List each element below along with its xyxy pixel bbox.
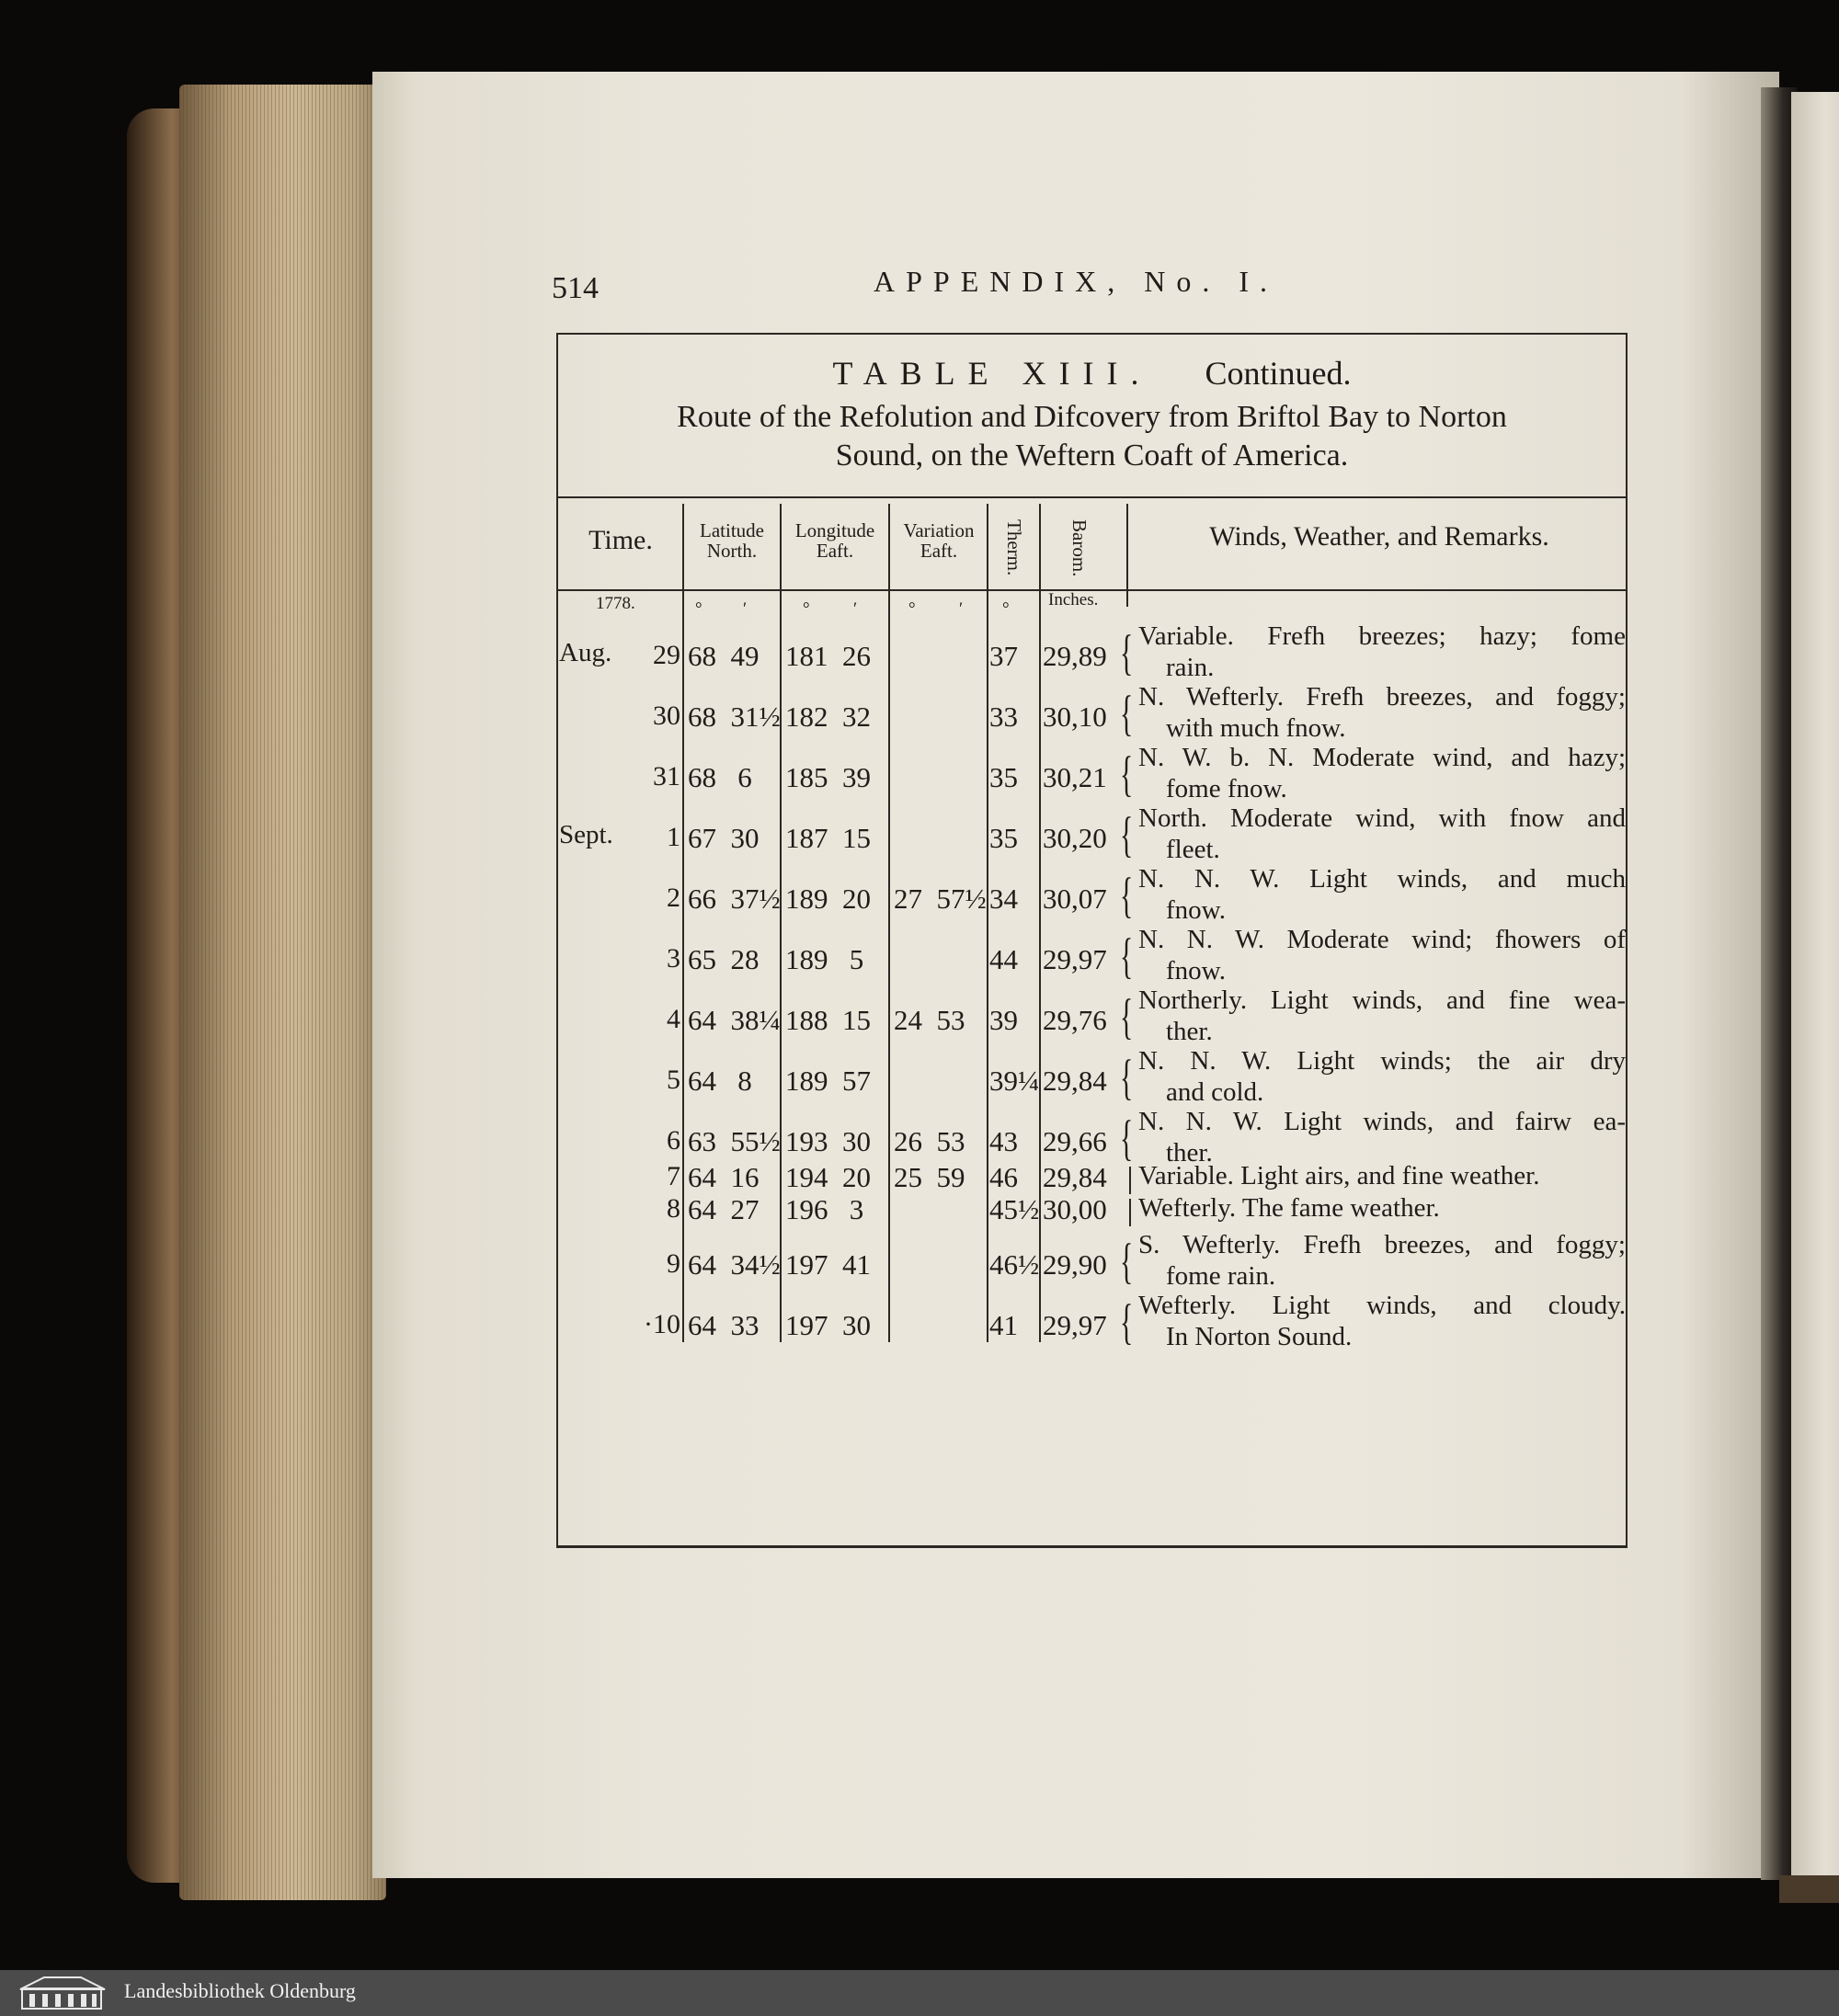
row-latitude: 63 55½ xyxy=(688,1125,781,1157)
col-sep-time xyxy=(682,504,684,1342)
row-latitude: 68 6 xyxy=(688,761,752,793)
row-barom: 29,84 xyxy=(1043,1161,1107,1193)
facing-page-edge xyxy=(1779,1875,1839,1903)
row-barom: 30,10 xyxy=(1043,700,1107,733)
row-day: 30 xyxy=(653,700,680,731)
row-barom: 29,66 xyxy=(1043,1125,1107,1157)
col-header-variation-l2: Eaft. xyxy=(920,540,958,563)
row-barom: 29,97 xyxy=(1043,943,1107,975)
row-therm: 46½ xyxy=(989,1248,1040,1281)
row-brace: { xyxy=(1120,989,1134,1044)
row-remark-line1: Northerly. Light winds, and fine wea- xyxy=(1138,985,1626,1015)
row-day: 5 xyxy=(667,1065,680,1095)
row-remark-line2: fleet. xyxy=(1166,835,1220,864)
table-title xyxy=(556,354,1628,393)
row-barom: 30,07 xyxy=(1043,883,1107,915)
row-brace: { xyxy=(1120,686,1134,741)
row-longitude: 187 15 xyxy=(785,822,871,854)
row-therm: 46 xyxy=(989,1161,1018,1193)
row-longitude: 181 26 xyxy=(785,640,871,672)
running-head-title: APPENDIX, No. I. xyxy=(874,265,1278,298)
row-remark-line1: N. N. W. Moderate wind; fhowers of xyxy=(1138,925,1626,954)
row-bar xyxy=(1129,1199,1131,1226)
col-sep-var xyxy=(987,504,988,1342)
row-remark: Variable. Light airs, and fine weather. xyxy=(1138,1161,1540,1190)
row-longitude: 185 39 xyxy=(785,761,871,793)
row-latitude: 64 8 xyxy=(688,1065,752,1097)
col-header-latitude-l2: North. xyxy=(706,540,758,563)
row-therm: 35 xyxy=(989,822,1018,854)
row-longitude: 194 20 xyxy=(785,1161,871,1193)
row-month: Aug. xyxy=(559,638,612,667)
row-barom: 29,84 xyxy=(1043,1065,1107,1097)
row-barom: 30,20 xyxy=(1043,822,1107,854)
table-continued: Continued. xyxy=(1205,355,1352,392)
row-therm: 44 xyxy=(989,943,1018,975)
row-longitude: 189 57 xyxy=(785,1065,871,1097)
row-latitude: 64 34½ xyxy=(688,1248,781,1281)
row-therm: 39¼ xyxy=(989,1065,1040,1097)
row-brace: { xyxy=(1120,1050,1134,1105)
row-remark-line2: ther. xyxy=(1166,1017,1213,1046)
frame-top xyxy=(556,333,1628,335)
row-longitude: 197 41 xyxy=(785,1248,871,1281)
col-sep-therm xyxy=(1039,504,1041,1342)
row-brace: { xyxy=(1120,868,1134,923)
col-header-latitude xyxy=(688,520,776,561)
row-remark-line1: Wefterly. Light winds, and cloudy. xyxy=(1138,1291,1626,1320)
unit-year: 1778. xyxy=(596,594,635,613)
page-edges xyxy=(179,85,386,1900)
table-caption-line1: Route of the Refolution and Difcovery from Briftol Bay to Norton xyxy=(677,400,1507,434)
row-remark-line1: N. N. W. Light winds, and much xyxy=(1138,864,1626,894)
row-remark-line2: ther. xyxy=(1166,1138,1213,1167)
row-remark-line1: N. N. W. Light winds, and fairw ea- xyxy=(1138,1107,1626,1136)
row-day: 9 xyxy=(667,1248,680,1279)
table-label: TABLE XIII. xyxy=(832,355,1152,392)
row-therm: 35 xyxy=(989,761,1018,793)
row-remark-line2: rain. xyxy=(1166,653,1215,682)
unit-var-min: ′ xyxy=(959,599,964,619)
row-variation: 24 53 xyxy=(894,1004,965,1036)
row-day: 1 xyxy=(667,822,680,852)
row-longitude: 189 20 xyxy=(785,883,871,915)
row-latitude: 64 16 xyxy=(688,1161,760,1193)
row-remark-line1: N. Wefterly. Frefh breezes, and foggy; xyxy=(1138,682,1626,712)
row-remark-line1: N. N. W. Light winds; the air dry xyxy=(1138,1046,1626,1076)
col-header-longitude-l1: Longitude xyxy=(794,519,875,541)
row-remark-line2: fome rain. xyxy=(1166,1261,1276,1291)
col-header-variation-l1: Variation xyxy=(903,519,975,541)
col-header-longitude xyxy=(783,520,886,561)
caption-rule xyxy=(556,496,1628,498)
table-caption-line2: Sound, on the Weftern Coaft of America. xyxy=(835,439,1349,473)
row-brace: { xyxy=(1120,1111,1134,1166)
row-remark: Wefterly. The fame weather. xyxy=(1138,1193,1440,1223)
row-latitude: 65 28 xyxy=(688,943,760,975)
col-header-time: Time. xyxy=(588,525,653,555)
col-header-remarks: Winds, Weather, and Remarks. xyxy=(1209,521,1549,552)
unit-lat-deg: ° xyxy=(695,599,702,619)
row-day: 3 xyxy=(667,943,680,974)
unit-barom: Inches. xyxy=(1048,590,1099,609)
col-sep-barom xyxy=(1126,504,1128,607)
col-header-barom: Barom. xyxy=(1068,518,1091,577)
row-brace: { xyxy=(1120,928,1134,984)
unit-lon-min: ′ xyxy=(853,599,858,619)
row-day: 2 xyxy=(667,883,680,913)
row-longitude: 193 30 xyxy=(785,1125,871,1157)
row-remark-line2: fnow. xyxy=(1166,895,1226,925)
row-therm: 34 xyxy=(989,883,1018,915)
row-latitude: 67 30 xyxy=(688,822,760,854)
row-latitude: 66 37½ xyxy=(688,883,781,915)
row-therm: 43 xyxy=(989,1125,1018,1157)
row-longitude: 196 3 xyxy=(785,1193,864,1225)
row-day: 4 xyxy=(667,1004,680,1034)
row-therm: 45½ xyxy=(989,1193,1040,1225)
library-building-icon xyxy=(17,1976,109,2010)
row-variation: 25 59 xyxy=(894,1161,965,1193)
col-header-therm: Therm. xyxy=(1003,519,1026,576)
frame-bottom xyxy=(556,1545,1628,1548)
row-barom: 29,90 xyxy=(1043,1248,1107,1281)
row-therm: 33 xyxy=(989,700,1018,733)
unit-var-deg: ° xyxy=(908,599,916,619)
col-header-longitude-l2: Eaft. xyxy=(816,540,854,563)
row-remark-line2: In Norton Sound. xyxy=(1166,1322,1353,1351)
row-remark-line1: N. W. b. N. Moderate wind, and hazy; xyxy=(1138,743,1626,772)
row-brace: { xyxy=(1120,625,1134,680)
unit-lon-deg: ° xyxy=(803,599,810,619)
col-header-variation xyxy=(892,520,986,561)
row-variation: 27 57½ xyxy=(894,883,987,915)
row-barom: 29,97 xyxy=(1043,1309,1107,1341)
row-latitude: 68 49 xyxy=(688,640,760,672)
row-longitude: 182 32 xyxy=(785,700,871,733)
row-remark-line2: fnow. xyxy=(1166,956,1226,985)
row-barom: 30,00 xyxy=(1043,1193,1107,1225)
row-remark-line2: fome fnow. xyxy=(1166,774,1287,803)
row-brace: { xyxy=(1120,746,1134,802)
row-barom: 30,21 xyxy=(1043,761,1107,793)
row-longitude: 188 15 xyxy=(785,1004,871,1036)
row-day: 31 xyxy=(653,761,680,792)
row-latitude: 64 38¼ xyxy=(688,1004,781,1036)
row-longitude: 189 5 xyxy=(785,943,864,975)
row-brace: { xyxy=(1120,1234,1134,1289)
row-day: 6 xyxy=(667,1125,680,1156)
row-day: 29 xyxy=(653,640,680,670)
unit-therm-deg: ° xyxy=(1002,599,1010,619)
col-sep-lat xyxy=(780,504,782,1342)
row-month: Sept. xyxy=(559,820,613,849)
facing-page xyxy=(1791,92,1839,1875)
col-header-latitude-l1: Latitude xyxy=(700,519,764,541)
row-brace: { xyxy=(1120,1294,1134,1350)
row-barom: 29,76 xyxy=(1043,1004,1107,1036)
col-sep-lon xyxy=(888,504,890,1342)
row-day: 8 xyxy=(667,1193,680,1224)
frame-left xyxy=(556,333,558,1548)
row-therm: 39 xyxy=(989,1004,1018,1036)
row-remark-line2: and cold. xyxy=(1166,1077,1264,1107)
row-latitude: 68 31½ xyxy=(688,700,781,733)
row-variation: 26 53 xyxy=(894,1125,965,1157)
row-latitude: 64 27 xyxy=(688,1193,760,1225)
frame-right xyxy=(1626,333,1628,1548)
library-name: Landesbibliothek Oldenburg xyxy=(124,1979,356,2002)
row-latitude: 64 33 xyxy=(688,1309,760,1341)
page-number: 514 xyxy=(552,271,599,305)
library-footer xyxy=(0,1970,1839,2016)
row-bar xyxy=(1129,1167,1131,1194)
row-therm: 37 xyxy=(989,640,1018,672)
row-remark-line2: with much fnow. xyxy=(1166,713,1346,743)
row-longitude: 197 30 xyxy=(785,1309,871,1341)
row-therm: 41 xyxy=(989,1309,1018,1341)
row-day: 7 xyxy=(667,1161,680,1191)
row-day: ·10 xyxy=(644,1309,680,1339)
row-remark-line1: S. Wefterly. Frefh breezes, and foggy; xyxy=(1138,1230,1626,1259)
row-remark-line1: Variable. Frefh breezes; hazy; fome xyxy=(1138,621,1626,651)
unit-lat-min: ′ xyxy=(743,599,748,619)
row-barom: 29,89 xyxy=(1043,640,1107,672)
row-remark-line1: North. Moderate wind, with fnow and xyxy=(1138,803,1626,833)
row-brace: { xyxy=(1120,807,1134,862)
